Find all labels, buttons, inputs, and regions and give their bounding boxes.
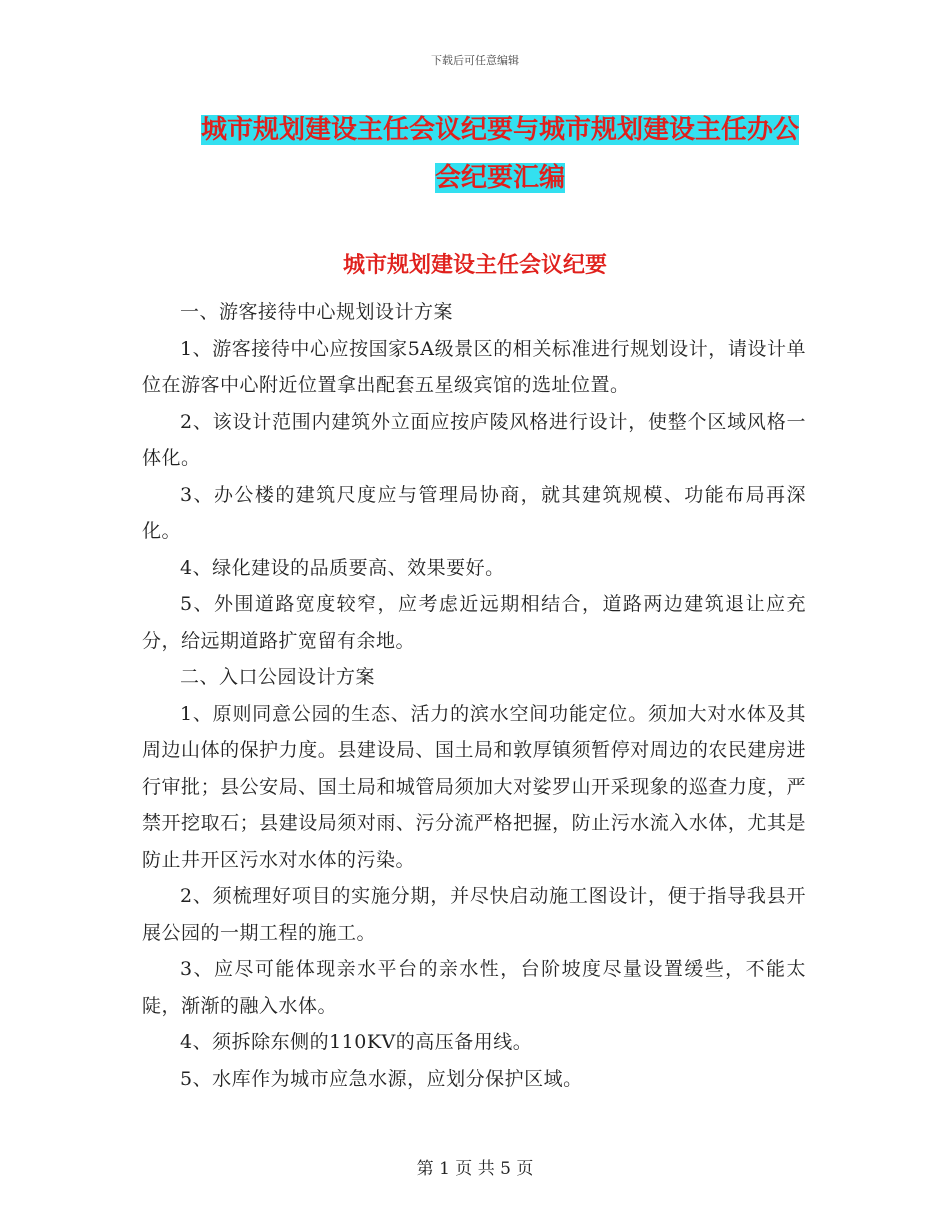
page-footer: 第 1 页 共 5 页 <box>416 1159 534 1179</box>
document-body <box>142 294 806 1097</box>
paragraph: 4、须拆除东侧的110KV的高压备用线。 <box>180 1031 533 1053</box>
paragraph: 5、水库作为城市应急水源，应划分保护区域。 <box>180 1067 583 1090</box>
paragraph: 2、该设计范围内建筑外立面应按庐陵风格进行设计，使整个区域风格一体化。 <box>142 410 806 469</box>
paragraph: 2、须梳理好项目的实施分期，并尽快启动施工图设计，便于指导我县开展公园的一期工程的施工。 <box>142 885 806 944</box>
section-title: 城市规划建设主任会议纪要 <box>342 253 607 278</box>
title-line-2: 会纪要汇编 <box>434 163 565 193</box>
paragraph: 1、原则同意公园的生态、活力的滨水空间功能定位。须加大对水体及其周边山体的保护力度。县建设局、国土局和敦厚镇须暂停对周边的农民建房进行审批；县公安局、国土局和城管局须加大对娑罗山开采现象的巡查力度，严禁开挖取石；县建设局须对雨、污分流严格把握，防止污水流入水体，尤其是防止井开区污水对水体的污染。 <box>142 702 806 871</box>
paragraph: 一、游客接待中心规划设计方案 <box>180 301 454 323</box>
paragraph: 3、办公楼的建筑尺度应与管理局协商，就其建筑规模、功能布局再深化。 <box>142 483 806 542</box>
paragraph: 二、入口公园设计方案 <box>180 666 376 688</box>
header-note: 下载后可任意编辑 <box>431 54 519 67</box>
document-title <box>190 106 810 202</box>
paragraph: 4、绿化建设的品质要高、效果要好。 <box>180 556 505 579</box>
title-line-1: 城市规划建设主任会议纪要与城市规划建设主任办公 <box>200 115 799 145</box>
paragraph: 3、应尽可能体现亲水平台的亲水性，台阶坡度尽量设置缓些，不能太陡，渐渐的融入水体。 <box>142 958 806 1017</box>
paragraph: 1、游客接待中心应按国家5A级景区的相关标准进行规划设计，请设计单位在游客中心附近位置拿出配套五星级宾馆的选址位置。 <box>142 337 806 396</box>
paragraph: 5、外围道路宽度较窄，应考虑近远期相结合，道路两边建筑退让应充分，给远期道路扩宽留有余地。 <box>142 593 806 652</box>
